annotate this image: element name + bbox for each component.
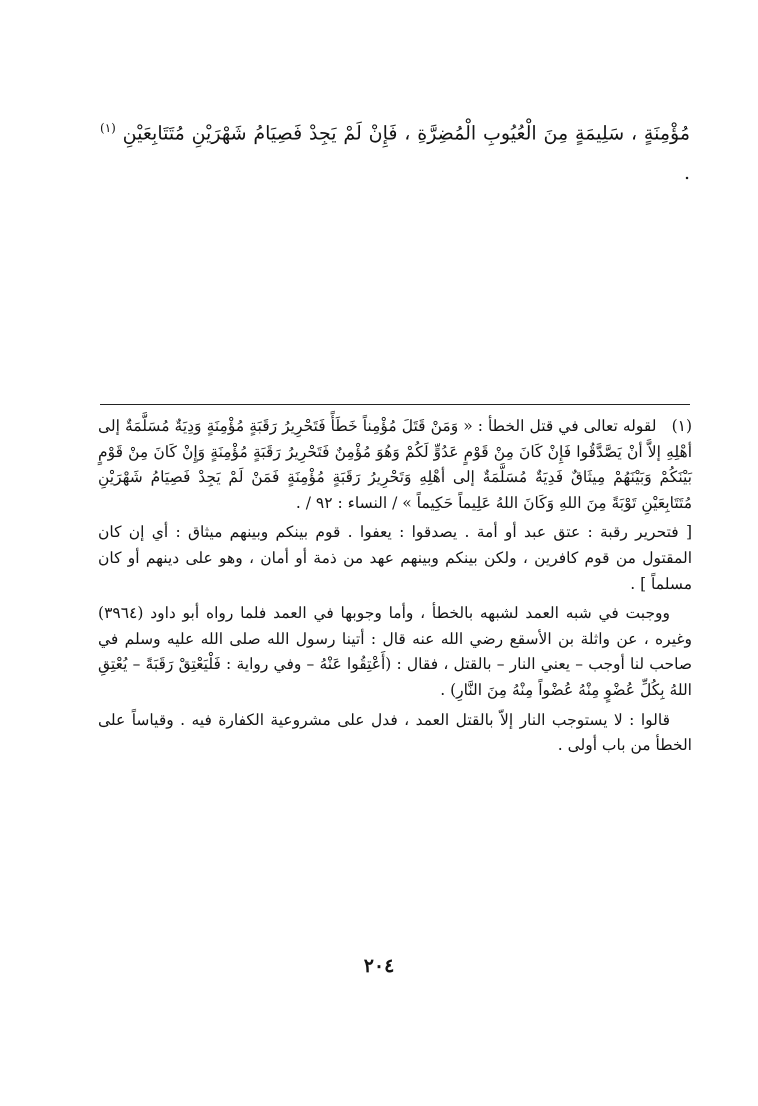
- footnotes: [98, 414, 692, 759]
- footnote-divider: [100, 404, 690, 405]
- footnote-reference: (١): [100, 121, 116, 135]
- main-paragraph-text: مُؤْمِنَةٍ ، سَلِيمَةٍ مِنَ الْعُيُوبِ الْمُضِرَّةِ ، فَإِنْ لَمْ يَجِدْ فَصِيَامُ شَهْرَيْنِ مُتَتَابِعَيْنِ: [122, 122, 690, 145]
- footnote-conclusion: قالوا : لا يستوجب النار إلاّ بالقتل العمد ، فدل على مشروعية الكفارة فيه . وقياساً على الخطأ من باب أولى .: [98, 710, 692, 755]
- footnote-quran-text: لقوله تعالى في قتل الخطأ : « وَمَنْ قَتَلَ مُؤْمِناً خَطَأً فَتَحْرِيرُ رَقَبَةٍ مُؤْمِنَةٍ وَدِيَةٌ مُسَلَّمَةٌ إلى أهْلِهِ إلاَّ أنْ يَصَّدَّقُوا فَإِنْ كَانَ مِنْ قَوْمٍ عَدُوٍّ لَكُمْ وَهُوَ مُؤْمِنٌ فَتَحْرِيرُ رَقَبَةٍ مُؤْمِنَةٍ وَإِنْ كَانَ مِنْ قَوْمٍ بَيْنَكُمْ وَبَيْنَهُمْ مِيثَاقٌ فَدِيَةٌ مُسَلَّمَةٌ إلى أهْلِهِ وَتَحْرِيرُ رَقَبَةٍ مُؤْمِنَةٍ فَمَنْ لَمْ يَجِدْ فَصِيَامُ شَهْرَيْنِ مُتَتَابِعَيْنِ تَوْبَةً مِنَ اللهِ وَكَانَ اللهُ عَلِيماً حَكِيماً » / النساء : ٩٢ / .: [98, 417, 692, 512]
- footnote-hadith: ووجبت في شبه العمد لشبهه بالخطأ ، وأما وجوبها في العمد فلما رواه أبو داود (٣٩٦٤) وغيره ، عن واثلة بن الأسقع رضي الله عنه قال : أتينا رسول الله صلى الله عليه وسلم في صاحب لنا أوجب – يعني النار – بالقتل ، فقال : (أَعْتِقُوا عَنْهُ – وفي رواية : فَلْيَعْتِقْ رَقَبَةً – يُعْتِقِ اللهُ بِكُلِّ عُضْوٍ مِنْهُ عُضْواً مِنْهُ مِنَ النَّارِ) .: [98, 604, 692, 699]
- footnote-quran: [98, 414, 692, 516]
- main-paragraph: [100, 108, 690, 193]
- page-number: ٢٠٤: [363, 955, 395, 977]
- footnote-explanation: [ فتحرير رقبة : عتق عبد أو أمة . يصدقوا : يعفوا . قوم بينكم وبينهم ميثاق : أي إن كان المقتول من قوم كافرين ، ولكن بينكم وبينهم عهد من ذمة أو أمان ، وهو على دينهم أو كان مسلماً ] .: [98, 523, 692, 593]
- main-end-mark: .: [683, 162, 690, 185]
- main-text: [100, 108, 690, 193]
- footnote-number: (١): [671, 417, 693, 435]
